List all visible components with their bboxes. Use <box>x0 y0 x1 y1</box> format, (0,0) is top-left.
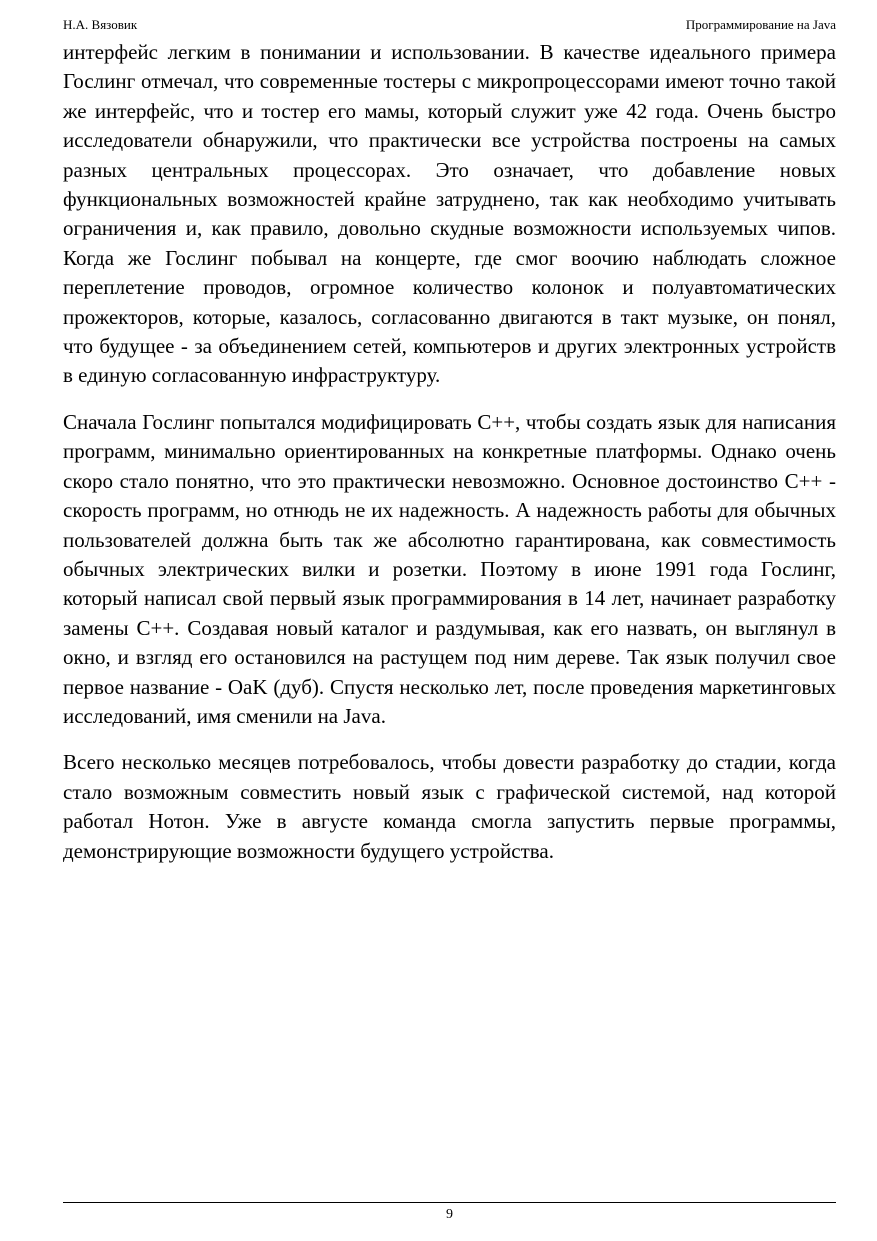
page-header <box>63 17 836 33</box>
page-number: 9 <box>446 1207 453 1222</box>
paragraph: Сначала Гослинг попытался модифицировать C++, чтобы создать язык для написания программ, минимально ориентированных на конкретные платформы. Однако очень скоро стало понятно, что это практически невозможно. Основное достоинство C++ - скорость программ, но отнюдь не их надежность. А надежность работы для обычных пользователей должна быть так же абсолютно гарантирована, как совместимость обычных электрических вилки и розетки. Поэтому в июне 1991 года Гослинг, который написал свой первый язык программирования в 14 лет, начинает разработку замены C++. Создавая новый каталог и раздумывая, как его назвать, он выглянул в окно, и взгляд его остановился на растущем под ним дереве. Так язык получил свое первое название - OaK (дуб). Спустя несколько лет, после проведения маркетинговых исследований, имя сменили на Java. <box>63 409 836 728</box>
header-book-title: Программирование на Java <box>685 17 836 32</box>
paragraph: интерфейс легким в понимании и использовании. В качестве идеального примера Гослинг отмечал, что современные тостеры с микропроцессорами имеют точно такой же интерфейс, что и тостер его мамы, который служит уже 42 года. Очень быстро исследователи обнаружили, что практически все устройства построены на самых разных центральных процессорах. Это означает, что добавление новых функциональных возможностей крайне затруднено, так как необходимо учитывать ограничения и, как правило, довольно скудные возможности используемых чипов. Когда же Гослинг побывал на концерте, где смог воочию наблюдать сложное переплетение проводов, огромное количество колонок и полуавтоматических прожекторов, которые, казалось, согласованно двигаются в такт музыке, он понял, что будущее - за объединением сетей, компьютеров и других электронных устройств в единую согласованную инфраструктуру. <box>63 40 836 388</box>
paragraph: Всего несколько месяцев потребовалось, чтобы довести разработку до стадии, когда стало возможным совместить новый язык с графической системой, над которой работал Нотон. Уже в августе команда смогла запустить первые программы, демонстрирующие возможности будущего устройства. <box>63 750 836 863</box>
footer-divider <box>63 1202 836 1203</box>
page-body <box>63 38 836 883</box>
header-author: Н.А. Вязовик <box>63 17 138 32</box>
